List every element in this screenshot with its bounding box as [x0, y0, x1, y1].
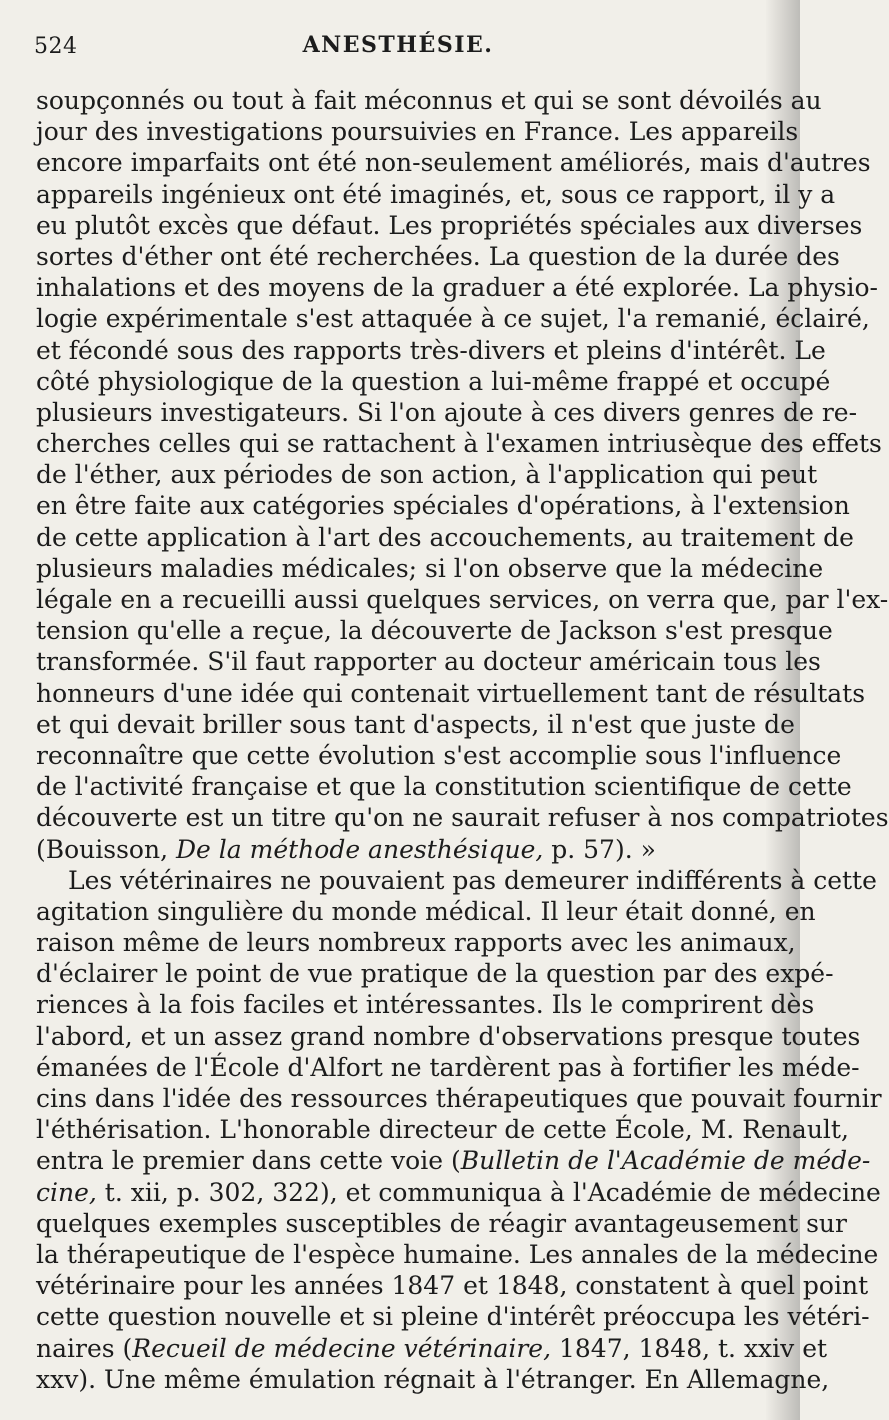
text-line — [36, 1208, 847, 1239]
text-run: d'éclairer le point de vue pratique de la question par des expé- — [36, 959, 834, 989]
text-line — [36, 179, 836, 210]
text-run: encore imparfaits ont été non-seulement améliorés, mais d'autres — [36, 148, 871, 178]
italic-text: Bulletin de l'Académie de méde- — [460, 1146, 871, 1176]
text-line — [36, 584, 889, 615]
text-line — [36, 646, 821, 677]
text-line — [36, 241, 840, 272]
text-line — [36, 459, 818, 490]
text-run: t. xii, p. 302, 322), et communiqua à l'Académie de médecine — [96, 1177, 881, 1207]
text-line — [36, 771, 852, 802]
text-run: en être faite aux catégories spéciales d'opérations, à l'extension — [36, 491, 850, 521]
italic-text: Recueil de médecine vétérinaire, — [132, 1333, 552, 1363]
text-run: plusieurs maladies médicales; si l'on observe que la médecine — [36, 553, 824, 583]
text-run: riences à la fois faciles et intéressantes. Ils le comprirent dès — [36, 990, 815, 1020]
text-run: légale en a recueilli aussi quelques services, on verra que, par l'ex- — [36, 585, 889, 614]
text-run: et fécondé sous des rapports très-divers et pleins d'intérêt. Le — [36, 335, 826, 365]
text-run: logie expérimentale s'est attaquée à ce sujet, l'a remanié, éclairé, — [36, 304, 870, 334]
text-line — [36, 366, 831, 397]
text-run: de cette application à l'art des accouchements, au traitement de — [36, 522, 854, 552]
text-run: cherches celles qui se rattachent à l'examen intriusèque des effets — [36, 429, 882, 459]
text-line — [36, 522, 854, 553]
text-line — [36, 802, 889, 833]
text-run: appareils ingénieux ont été imaginés, et, sous ce rapport, il y a — [36, 179, 836, 209]
text-line — [36, 85, 822, 116]
text-run: naires ( — [36, 1333, 133, 1363]
text-line — [36, 1114, 849, 1145]
text-line — [36, 335, 826, 366]
text-line — [36, 490, 850, 521]
text-run: (Bouisson, — [36, 834, 176, 864]
text-run: entra le premier dans cette voie ( — [36, 1146, 461, 1176]
text-line — [36, 116, 799, 147]
text-line — [36, 272, 878, 303]
italic-text: De la méthode anesthésique, — [175, 834, 544, 864]
text-line — [36, 927, 796, 958]
text-run: p. 57). » — [543, 834, 656, 864]
body-text — [36, 85, 889, 1395]
text-line — [36, 709, 795, 740]
text-run: soupçonnés ou tout à fait méconnus et qui se sont dévoilés au — [36, 86, 822, 115]
text-line — [36, 1177, 881, 1208]
paragraph-1 — [36, 85, 889, 865]
text-run: xxv). Une même émulation régnait à l'étranger. En Allemagne, — [36, 1364, 830, 1394]
text-line — [36, 1301, 870, 1332]
text-run: quelques exemples susceptibles de réagir avantageusement sur — [36, 1208, 847, 1238]
text-line — [36, 1333, 828, 1364]
text-run: découverte est un titre qu'on ne saurait refuser à nos compatriotes — [36, 803, 889, 833]
text-run: Les vétérinaires ne pouvaient pas demeurer indifférents à cette — [68, 865, 877, 895]
text-line — [36, 1145, 871, 1176]
italic-text: cine, — [36, 1177, 97, 1207]
text-line — [36, 1052, 860, 1083]
running-title: ANESTHÉSIE. — [302, 32, 494, 58]
page-number: 524 — [34, 34, 78, 59]
text-run: inhalations et des moyens de la graduer a été explorée. La physio- — [36, 273, 878, 303]
text-run: côté physiologique de la question a lui-même frappé et occupé — [36, 366, 831, 396]
text-line — [36, 428, 882, 459]
text-run: transformée. S'il faut rapporter au docteur américain tous les — [36, 647, 821, 677]
text-line — [36, 210, 863, 241]
text-run: de l'éther, aux périodes de son action, à l'application qui peut — [36, 460, 818, 490]
text-line — [36, 989, 815, 1020]
text-run: jour des investigations poursuivies en France. Les appareils — [36, 117, 799, 147]
text-line — [36, 958, 834, 989]
text-run: plusieurs investigateurs. Si l'on ajoute à ces divers genres de re- — [36, 397, 858, 427]
text-line — [36, 1239, 879, 1270]
text-run: cette question nouvelle et si pleine d'intérêt préoccupa les vétéri- — [36, 1302, 870, 1332]
text-line — [36, 740, 842, 771]
text-line — [36, 147, 871, 178]
text-run: raison même de leurs nombreux rapports avec les animaux, — [36, 928, 796, 958]
text-run: cins dans l'idée des ressources thérapeutiques que pouvait fournir — [36, 1084, 882, 1113]
text-line — [36, 615, 833, 646]
text-line — [36, 303, 870, 334]
text-line — [36, 553, 824, 584]
text-line — [36, 865, 877, 896]
paragraph-2 — [36, 865, 882, 1395]
text-line — [36, 896, 816, 927]
text-line — [36, 1270, 869, 1301]
text-run: la thérapeutique de l'espèce humaine. Les annales de la médecine — [36, 1239, 879, 1269]
text-line — [36, 397, 858, 428]
text-run: vétérinaire pour les années 1847 et 1848, constatent à quel point — [36, 1271, 869, 1301]
text-run: l'éthérisation. L'honorable directeur de cette École, M. Renault, — [36, 1115, 849, 1145]
text-line — [36, 1364, 830, 1395]
text-line — [36, 678, 866, 709]
text-line — [36, 1083, 882, 1114]
text-run: honneurs d'une idée qui contenait virtuellement tant de résultats — [36, 678, 866, 708]
page-header — [34, 28, 762, 68]
text-run: eu plutôt excès que défaut. Les propriétés spéciales aux diverses — [36, 210, 863, 240]
text-run: l'abord, et un assez grand nombre d'observations presque toutes — [36, 1021, 861, 1051]
text-run: 1847, 1848, t. xxiv et — [551, 1333, 828, 1363]
text-line — [36, 1021, 861, 1052]
text-run: de l'activité française et que la constitution scientifique de cette — [36, 772, 852, 802]
text-line — [36, 834, 756, 865]
text-run: émanées de l'École d'Alfort ne tardèrent pas à fortifier les méde- — [36, 1052, 860, 1082]
text-run: et qui devait briller sous tant d'aspects, il n'est que juste de — [36, 709, 795, 739]
text-run: reconnaître que cette évolution s'est accomplie sous l'influence — [36, 740, 842, 770]
text-run: sortes d'éther ont été recherchées. La question de la durée des — [36, 241, 840, 271]
text-run: agitation singulière du monde médical. Il leur était donné, en — [36, 896, 816, 926]
text-run: tension qu'elle a reçue, la découverte de Jackson s'est presque — [36, 616, 833, 646]
